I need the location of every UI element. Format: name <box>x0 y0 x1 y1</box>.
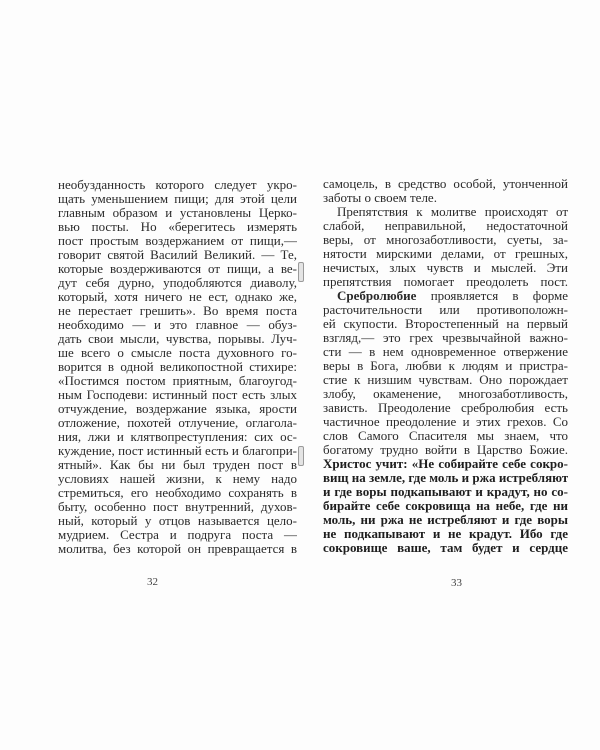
text-line: главным образом и установлены Церко- <box>58 206 297 220</box>
text-line: самоцель, в средство особой, утонченной <box>323 177 568 191</box>
text-line: «Постимся постом приятным, благоугод- <box>58 374 297 388</box>
text-line: условиях нашей жизни, к нему надо <box>58 472 297 486</box>
text-line: ния, лжи и клятвопреступления: сих ос- <box>58 430 297 444</box>
text-line: Препятствия к молитве происходят от <box>337 205 568 219</box>
text-line: щать уменьшением пищи; для этой цели <box>58 192 297 206</box>
text-line: Христос учит: «Не собирайте себе сокро- <box>323 457 568 471</box>
text-line: стремиться, его необходимо сохранять в <box>58 486 297 500</box>
text-line: ятный». Как бы ни был труден пост в <box>58 458 297 472</box>
text-line: веры в Бога, любви к людям и пристра- <box>323 359 568 373</box>
staple <box>298 446 304 466</box>
text-line: веры, от многозаботливости, суеты, за- <box>323 233 568 247</box>
text-line: ше всего о смысле поста духовного го- <box>58 346 297 360</box>
text-line: не перестает грешить». Во время поста <box>58 304 297 318</box>
text-line: зависть. Преодоление сребролюбия есть <box>323 401 568 415</box>
text-line: сти — в нем одновременное отвержение <box>323 345 568 359</box>
bold-term: Сребролюбие <box>337 289 417 303</box>
text-line: и где воры подкапывают и крадут, но со- <box>323 485 568 499</box>
text-line: стие к низшим чувствам. Оно порождает <box>323 373 568 387</box>
text-line: куждение, пост истинный есть и благопри- <box>58 444 297 458</box>
text-line: частичное преодоление и этих грехов. Со <box>323 415 568 429</box>
text-line: слабой, неправильной, недостаточной <box>323 219 568 233</box>
text-line: препятствия помогает преодолеть пост. <box>323 275 568 289</box>
text-line: не подкапывают и не крадут. Ибо где <box>323 527 568 541</box>
text-line: говорит святой Василий Великий. — Те, <box>58 248 297 262</box>
text-line: расточительности или противоположн- <box>323 303 568 317</box>
text-line: вищ на земле, где моль и ржа истребляют <box>323 471 568 485</box>
page-number-left: 32 <box>147 576 158 588</box>
text-line: нятости мирскими делами, от грешных, <box>323 247 568 261</box>
left-page-text <box>58 178 297 556</box>
text-line: которые воздерживаются от пищи, а ве- <box>58 262 297 276</box>
text-line: сокровище ваше, там будет и сердце <box>323 541 568 555</box>
text-line: нечистых, злых чувств и мыслей. Эти <box>323 261 568 275</box>
text-line: пост простым воздержанием от пищи,— <box>58 234 297 248</box>
text-line: необходимо — и это главное — обуз- <box>58 318 297 332</box>
text-line: взгляд,— это грех чрезвычайной важно- <box>323 331 568 345</box>
text-line: отчуждение, воздержание языка, ярости <box>58 402 297 416</box>
page-number-right: 33 <box>451 577 462 589</box>
text-line: дать свои мысли, чувства, порывы. Луч- <box>58 332 297 346</box>
text-line <box>323 289 568 303</box>
text-line: вью посты. Но «берегитесь измерять <box>58 220 297 234</box>
text-line: отложение, похотей отлучение, оглагола- <box>58 416 297 430</box>
text-line: богатому трудно войти в Царство Божие. <box>323 443 568 457</box>
text-line: дут себя дурно, уподобляются диаволу, <box>58 276 297 290</box>
text-line: мудрием. Сестра и подруга поста — <box>58 528 297 542</box>
text-line: необузданность которого следует укро- <box>58 178 297 192</box>
staple <box>298 262 304 282</box>
text-line: молитва, без которой он превращается в <box>58 542 297 556</box>
text-line-rest: проявляется в форме <box>430 289 568 303</box>
text-line: быту, особенно пост внутренний, духов- <box>58 500 297 514</box>
text-line: злобу, окаменение, многозаботливость, <box>323 387 568 401</box>
text-line: ным Господеви: истинный пост есть злых <box>58 388 297 402</box>
text-line: ей скупости. Второстепенный на первый <box>323 317 568 331</box>
text-line: бирайте себе сокровища на небе, где ни <box>323 499 568 513</box>
text-line: который, хотя ничего не ест, однако же, <box>58 290 297 304</box>
text-line: моль, ни ржа не истребляют и где воры <box>323 513 568 527</box>
text-line: ворится в одной великопостной стихире: <box>58 360 297 374</box>
text-line: ный, который у отцов называется цело- <box>58 514 297 528</box>
text-line: заботы о своем теле. <box>323 191 437 205</box>
text-line: слов Самого Спасителя мы знаем, что <box>323 429 568 443</box>
right-page-text <box>323 177 568 555</box>
